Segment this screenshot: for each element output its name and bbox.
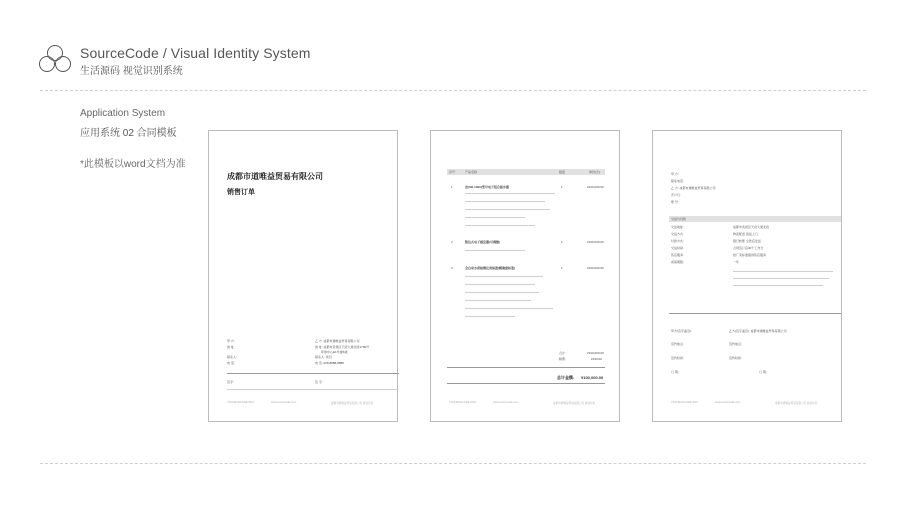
sign-place-label: 签约地点:	[671, 342, 684, 346]
term-4-value: 合同签订后30个工作日	[733, 246, 764, 250]
phone-b-field: 电 话: 028-8888-8888	[315, 361, 344, 365]
sign-time-b-label: 签约时间:	[729, 356, 742, 360]
top-field-3: 乙 方: 成都市道唯益贸易有限公司	[671, 186, 716, 190]
term-3-value: 银行转账 全款后发货	[733, 239, 761, 243]
footer-right: 成都市道唯益贸易有限公司 版权所有	[553, 402, 596, 405]
term-4-label: 交货时间:	[671, 246, 684, 250]
subtotal-label: 合计:	[559, 351, 566, 355]
terms-rule	[669, 313, 841, 314]
term-text-line-b	[733, 278, 829, 279]
top-field-1: 甲 方:	[671, 172, 679, 176]
company-name: 成都市道唯益贸易有限公司	[227, 172, 323, 181]
phone-a-label: 电 话:	[227, 361, 235, 365]
item-3-qty: 1	[561, 266, 563, 270]
total-rule-bottom	[447, 383, 605, 384]
item-1-no: 1	[451, 185, 453, 189]
item-1-line-a	[465, 193, 555, 194]
terms-section-title: 交货与付款	[671, 216, 687, 221]
term-1-value: 成都市武侯区天府大道北段	[733, 225, 770, 229]
item-1-name: 双(SD-1000)型号电子组合滤水器	[465, 185, 509, 189]
col-qty: 数量	[559, 169, 566, 174]
item-3-line-f	[465, 316, 515, 317]
tax-label: 税费:	[559, 357, 566, 361]
item-3-price: ¥100,000.00	[587, 266, 604, 270]
term-5-label: 售后服务:	[671, 253, 684, 257]
item-1-price: ¥100,000.00	[587, 185, 604, 189]
sign-rule	[227, 389, 399, 390]
col-name: 产品名称	[465, 169, 478, 174]
sign-b-label: 乙方(签字盖章): 成都市道唯益贸易有限公司	[729, 329, 787, 333]
address-b-field: 地 址: 成都市武侯区天府大道北段1700号	[315, 345, 370, 349]
top-field-2: 联系电话:	[671, 179, 684, 183]
section-title-en: Application System	[80, 108, 166, 119]
brand-subtitle: 生活源码 视觉识别系统	[80, 66, 183, 77]
top-field-4: 开户行:	[671, 193, 681, 197]
item-2-qty: 1	[561, 240, 563, 244]
item-1-line-b	[465, 201, 545, 202]
footer-mid: www.sourcecode.com	[715, 401, 741, 404]
document-title: 销售订单	[227, 189, 255, 196]
section-note: *此模板以word文档为准	[80, 159, 186, 170]
col-no: 序号	[449, 169, 456, 174]
term-text-line-c	[733, 285, 823, 286]
item-3-line-c	[465, 292, 539, 293]
section-title-zh: 应用系统 02 合同模板	[80, 128, 177, 139]
total-label: 总计金额:	[557, 375, 575, 380]
party-b-field: 乙 方: 成都市道唯益贸易有限公司	[315, 339, 360, 343]
footer-left: ©SOURCECODE 2016	[671, 401, 698, 404]
address-b-line2: 环球中心E1号楼6楼	[321, 350, 348, 354]
item-3-line-e	[465, 308, 553, 309]
total-rule-top	[447, 367, 605, 368]
footer-right: 成都市道唯益贸易有限公司 版权所有	[775, 402, 818, 405]
item-1-line-d	[465, 217, 525, 218]
item-3-line-d	[465, 300, 531, 301]
bottom-divider	[40, 463, 866, 464]
contact-a-label: 联系人:	[227, 355, 237, 359]
item-2-no: 2	[451, 240, 453, 244]
footer-mid: www.sourcecode.com	[271, 401, 297, 404]
sign-left: 签字:	[227, 380, 234, 384]
contact-b-field: 联系人: 李四	[315, 355, 332, 359]
footer-left: ©SOURCECODE 2016	[227, 401, 254, 404]
terms-section-bar	[669, 216, 841, 222]
sign-right: 签 字:	[315, 380, 323, 384]
item-1-line-c	[465, 209, 550, 210]
term-5-value: 按厂家标准提供售后服务	[733, 253, 767, 257]
date-a-label: 日 期:	[671, 370, 679, 374]
col-price: 单价(元)	[589, 169, 600, 174]
sign-place-b-label: 签约地点:	[729, 342, 742, 346]
item-3-name: 全自动水质检测仪表装置(精确度标准)	[465, 266, 515, 270]
contract-page-cover	[208, 130, 398, 422]
term-text-line-a	[733, 271, 833, 272]
party-a-label: 甲 方:	[227, 339, 235, 343]
footer-left: ©SOURCECODE 2016	[449, 401, 476, 404]
term-2-label: 交货方式:	[671, 232, 684, 236]
address-a-label: 地 址:	[227, 345, 235, 349]
date-b-label: 日 期:	[759, 370, 767, 374]
item-2-price: ¥100,000.00	[587, 240, 604, 244]
item-2-line-a	[465, 250, 525, 251]
brand-title: SourceCode / Visual Identity System	[80, 45, 311, 61]
item-1-line-e	[465, 225, 535, 226]
cloud-logo-icon	[38, 44, 72, 74]
sign-time-label: 签约时间:	[671, 356, 684, 360]
contract-page-items	[430, 130, 620, 422]
top-field-5: 账 号:	[671, 200, 679, 204]
top-divider	[40, 90, 866, 91]
sign-a-label: 甲方(签字盖章):	[671, 329, 692, 333]
item-3-line-b	[465, 284, 535, 285]
item-1-qty: 1	[561, 185, 563, 189]
total-value: ¥100,000.00	[581, 375, 604, 380]
item-2-name: 数位式电子感应器(可调整)	[465, 240, 500, 244]
cover-rule	[227, 373, 399, 374]
subtotal-value: ¥100,000.00	[587, 351, 604, 355]
item-3-line-a	[465, 276, 543, 277]
contract-page-terms	[652, 130, 842, 422]
term-6-value: 一年	[733, 260, 740, 264]
footer-mid: www.sourcecode.com	[493, 401, 519, 404]
tax-value: ¥100.00	[591, 357, 602, 361]
term-6-label: 质保期限:	[671, 260, 684, 264]
term-3-label: 付款方式:	[671, 239, 684, 243]
item-3-no: 3	[451, 266, 453, 270]
term-2-value: 物流配送 送货上门	[733, 232, 758, 236]
term-1-label: 交货地址:	[671, 225, 684, 229]
footer-right: 成都市道唯益贸易有限公司 版权所有	[331, 402, 374, 405]
